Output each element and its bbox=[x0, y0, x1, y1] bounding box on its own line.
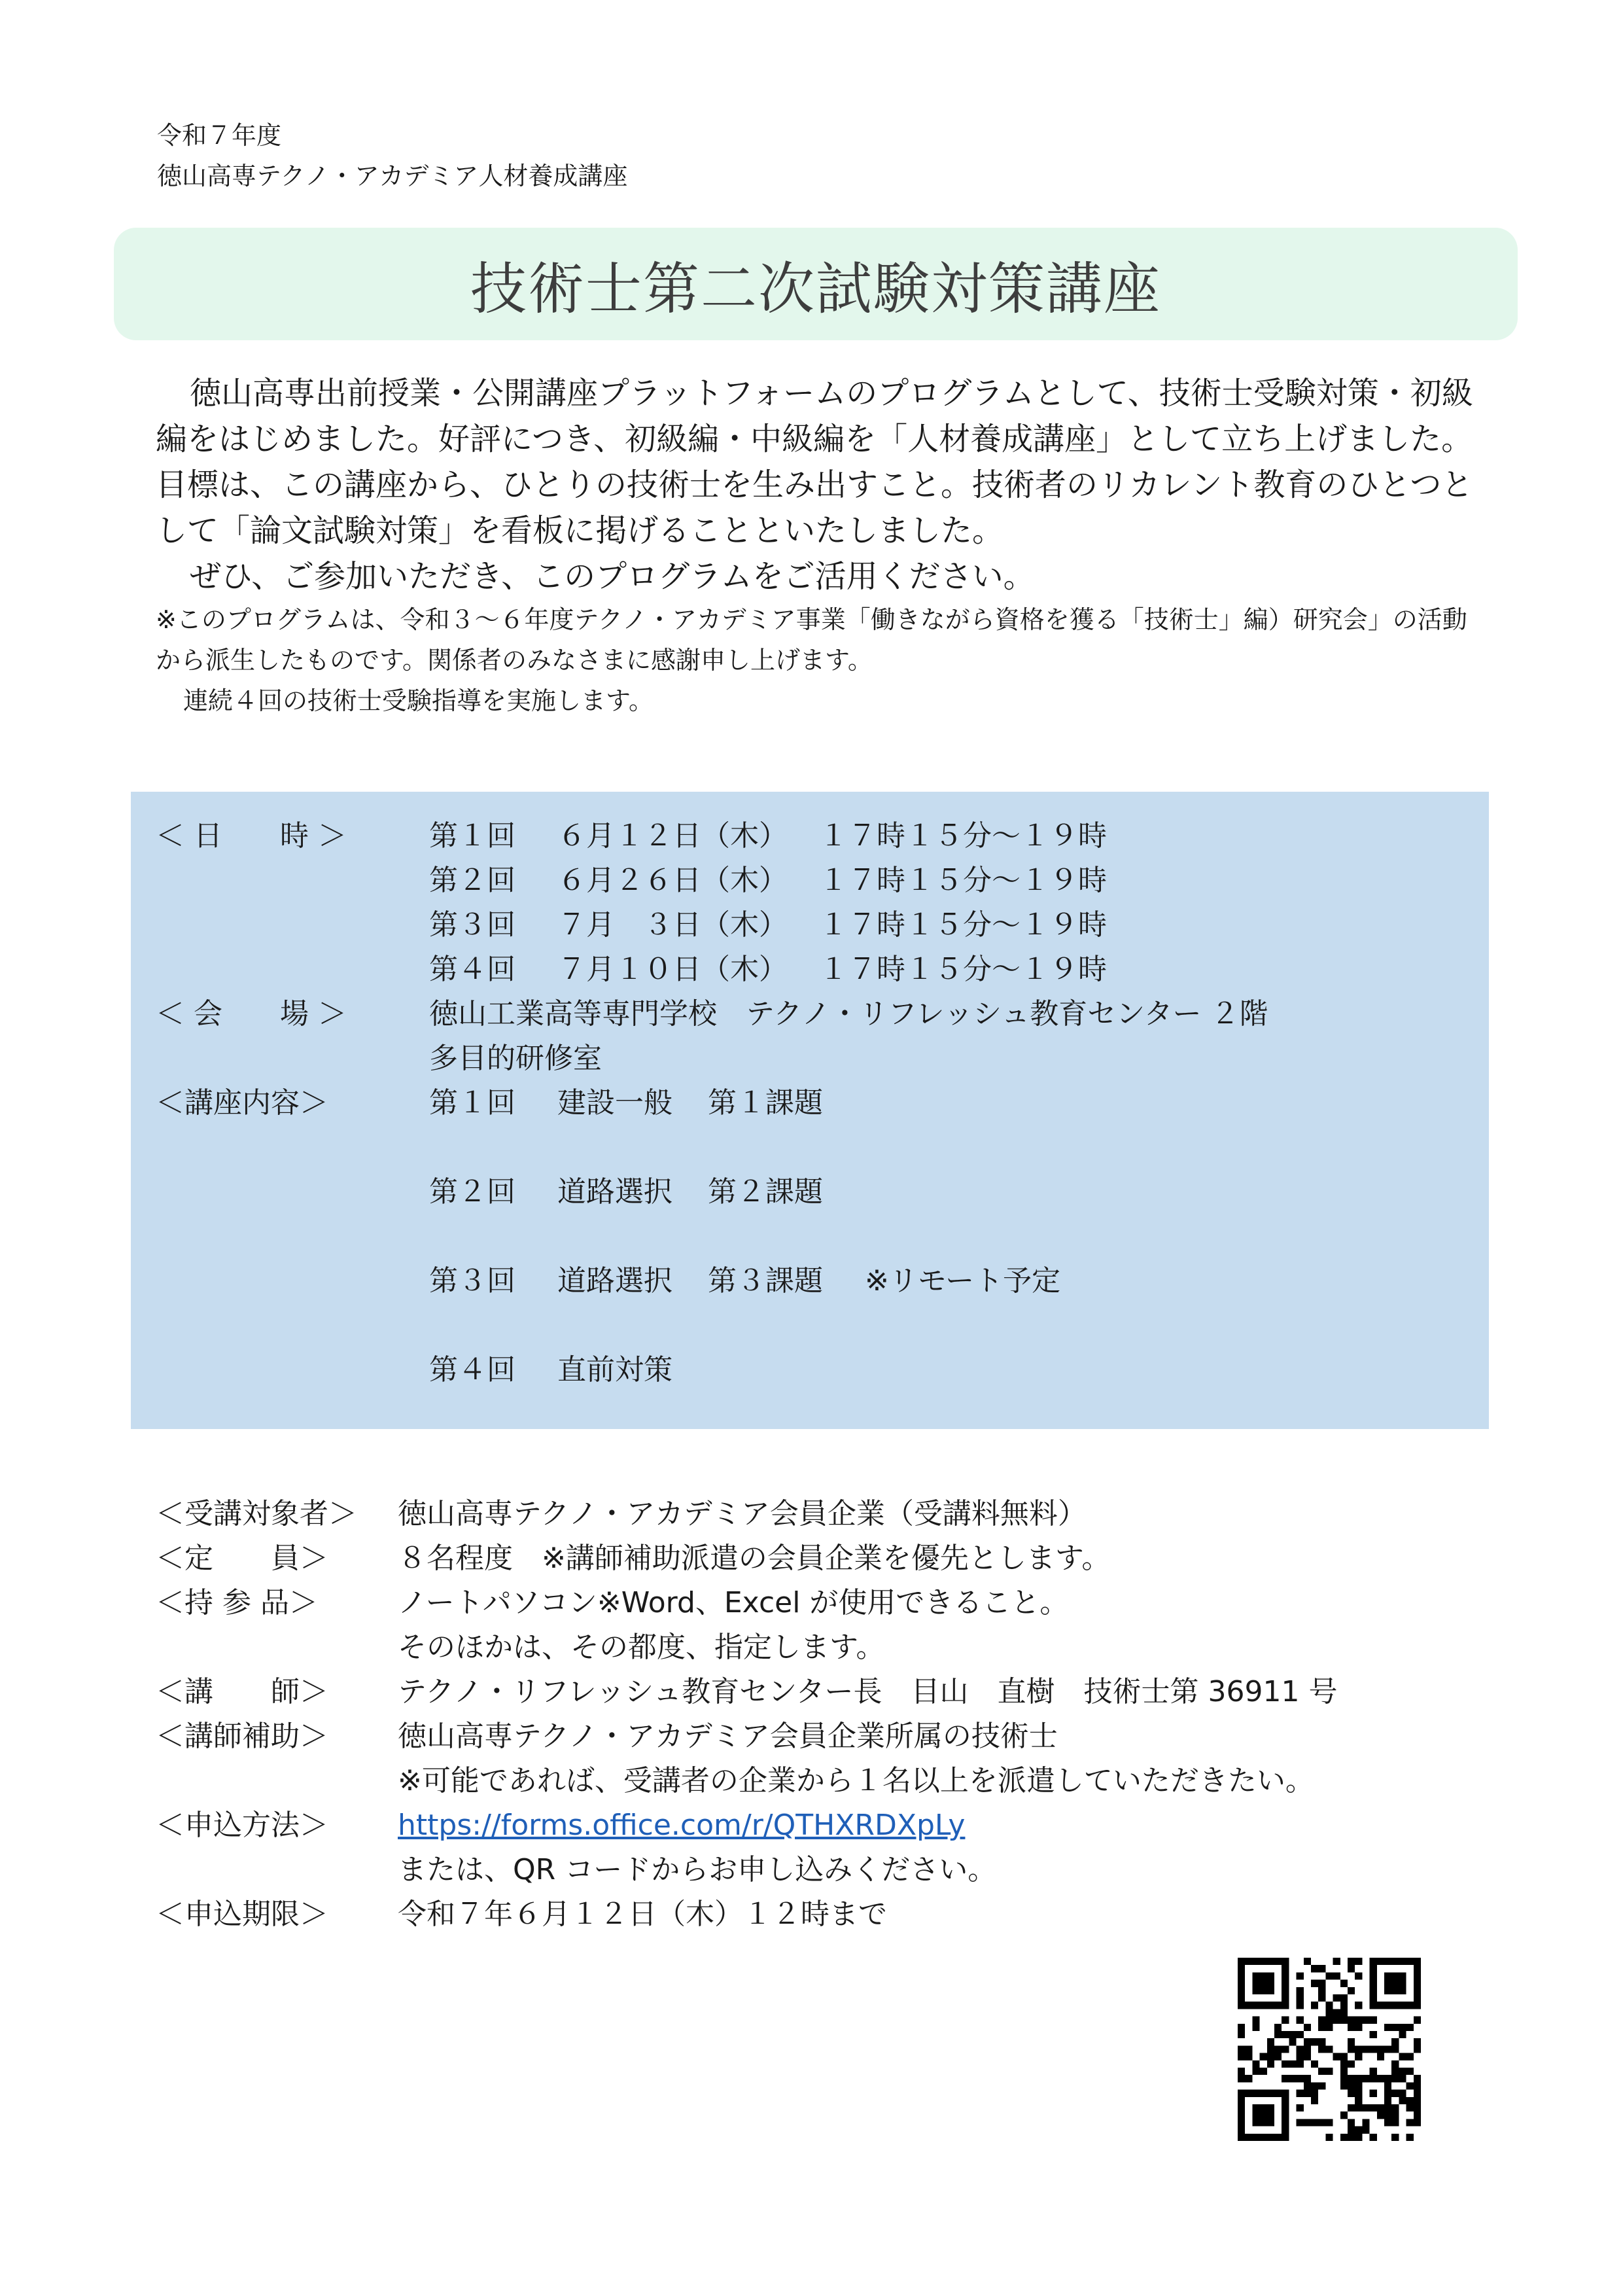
program-name: 徳山高専テクノ・アカデミア人材養成講座 bbox=[157, 162, 628, 190]
apply-label: ＜申込方法＞ bbox=[156, 1809, 328, 1842]
content-label: ＜講座内容＞ bbox=[156, 1086, 328, 1120]
content-task: 第３課題 bbox=[708, 1264, 823, 1298]
session-no: 第４回 bbox=[429, 953, 515, 986]
content-topic: 道路選択 bbox=[557, 1175, 672, 1209]
session-date: ７月１０日（木） bbox=[557, 953, 788, 986]
target-label: ＜受講対象者＞ bbox=[156, 1497, 357, 1530]
bring-label: ＜持 参 品＞ bbox=[156, 1586, 318, 1619]
apply-value-2: または、QR コードからお申し込みください。 bbox=[398, 1853, 997, 1886]
target-value: 徳山高専テクノ・アカデミア会員企業（受講料無料） bbox=[398, 1497, 1087, 1530]
bring-value-2: そのほかは、その都度、指定します。 bbox=[398, 1631, 885, 1664]
deadline-label: ＜申込期限＞ bbox=[156, 1898, 328, 1931]
page-title: 技術士第二次試験対策講座 bbox=[470, 256, 1161, 322]
session-date: ６月１２日（木） bbox=[557, 819, 788, 853]
content-task: 第１課題 bbox=[708, 1086, 823, 1120]
content-no: 第４回 bbox=[429, 1353, 515, 1386]
content-no: 第１回 bbox=[429, 1086, 515, 1120]
content-task: 第２課題 bbox=[708, 1175, 823, 1209]
note-line-2: 連続４回の技術士受験指導を実施します。 bbox=[183, 686, 654, 715]
capacity-value: ８名程度 ※講師補助派遣の会員企業を優先とします。 bbox=[398, 1542, 1111, 1575]
capacity-label: ＜定 員＞ bbox=[156, 1542, 328, 1575]
lecturer-label: ＜講 師＞ bbox=[156, 1675, 328, 1708]
assistant-value: 徳山高専テクノ・アカデミア会員企業所属の技術士 bbox=[398, 1720, 1058, 1753]
note-text bbox=[156, 599, 1484, 721]
assistant-label: ＜講師補助＞ bbox=[156, 1720, 328, 1753]
bring-value: ノートパソコン※Word、Excel が使用できること。 bbox=[398, 1586, 1069, 1619]
lecturer-value: テクノ・リフレッシュ教育センター長 目山 直樹 技術士第 36911 号 bbox=[398, 1675, 1338, 1708]
session-time: １７時１５分～１９時 bbox=[819, 819, 1107, 853]
title-banner bbox=[114, 228, 1518, 340]
content-topic: 直前対策 bbox=[557, 1353, 672, 1386]
session-time: １７時１５分～１９時 bbox=[819, 953, 1107, 986]
session-time: １７時１５分～１９時 bbox=[819, 864, 1107, 897]
content-remark: ※リモート予定 bbox=[865, 1264, 1061, 1298]
session-no: 第３回 bbox=[429, 908, 515, 942]
intro-paragraph-1: 徳山高専出前授業・公開講座プラットフォームのプログラムとして、技術士受験対策・初級編をはじめました。好評につき、初級編・中級編を「人材養成講座」として立ち上げました。目標は、この講座から、ひとりの技術士を生み出すこと。技術者のリカレント教育のひとつとして「論文試験対策」を看板に掲げることといたしました。 bbox=[156, 375, 1473, 549]
content-topic: 道路選択 bbox=[557, 1264, 672, 1298]
intro-text bbox=[156, 370, 1477, 599]
session-no: 第２回 bbox=[429, 864, 515, 897]
session-no: 第１回 bbox=[429, 819, 515, 853]
schedule-label: ＜ 日 時 ＞ bbox=[156, 819, 347, 853]
session-date: ７月 ３日（木） bbox=[557, 908, 788, 942]
content-no: 第２回 bbox=[429, 1175, 515, 1209]
info-box bbox=[131, 792, 1489, 1429]
venue-line-1: 徳山工業高等専門学校 テクノ・リフレッシュ教育センター ２階 bbox=[429, 997, 1268, 1031]
intro-paragraph-2: ぜひ、ご参加いただき、このプログラムをご活用ください。 bbox=[190, 558, 1035, 595]
content-topic: 建設一般 bbox=[557, 1086, 672, 1120]
header bbox=[157, 115, 627, 196]
note-line-1: ※このプログラムは、令和３～６年度テクノ・アカデミア事業「働きながら資格を獲る「技術士」編）研究会」の活動から派生したものです。関係者のみなさまに感謝申し上げます。 bbox=[156, 605, 1467, 675]
fiscal-year: 令和７年度 bbox=[157, 121, 282, 150]
session-time: １７時１５分～１９時 bbox=[819, 908, 1107, 942]
qr-code-icon[interactable] bbox=[1238, 1958, 1421, 2141]
content-no: 第３回 bbox=[429, 1264, 515, 1298]
venue-line-2: 多目的研修室 bbox=[429, 1042, 602, 1075]
session-date: ６月２６日（木） bbox=[557, 864, 788, 897]
apply-form-link[interactable]: https://forms.office.com/r/QTHXRDXpLy bbox=[398, 1809, 966, 1842]
venue-label: ＜ 会 場 ＞ bbox=[156, 997, 347, 1031]
deadline-value: 令和７年６月１２日（木）１２時まで bbox=[398, 1898, 887, 1931]
assistant-value-2: ※可能であれば、受講者の企業から１名以上を派遣していただきたい。 bbox=[398, 1764, 1314, 1797]
